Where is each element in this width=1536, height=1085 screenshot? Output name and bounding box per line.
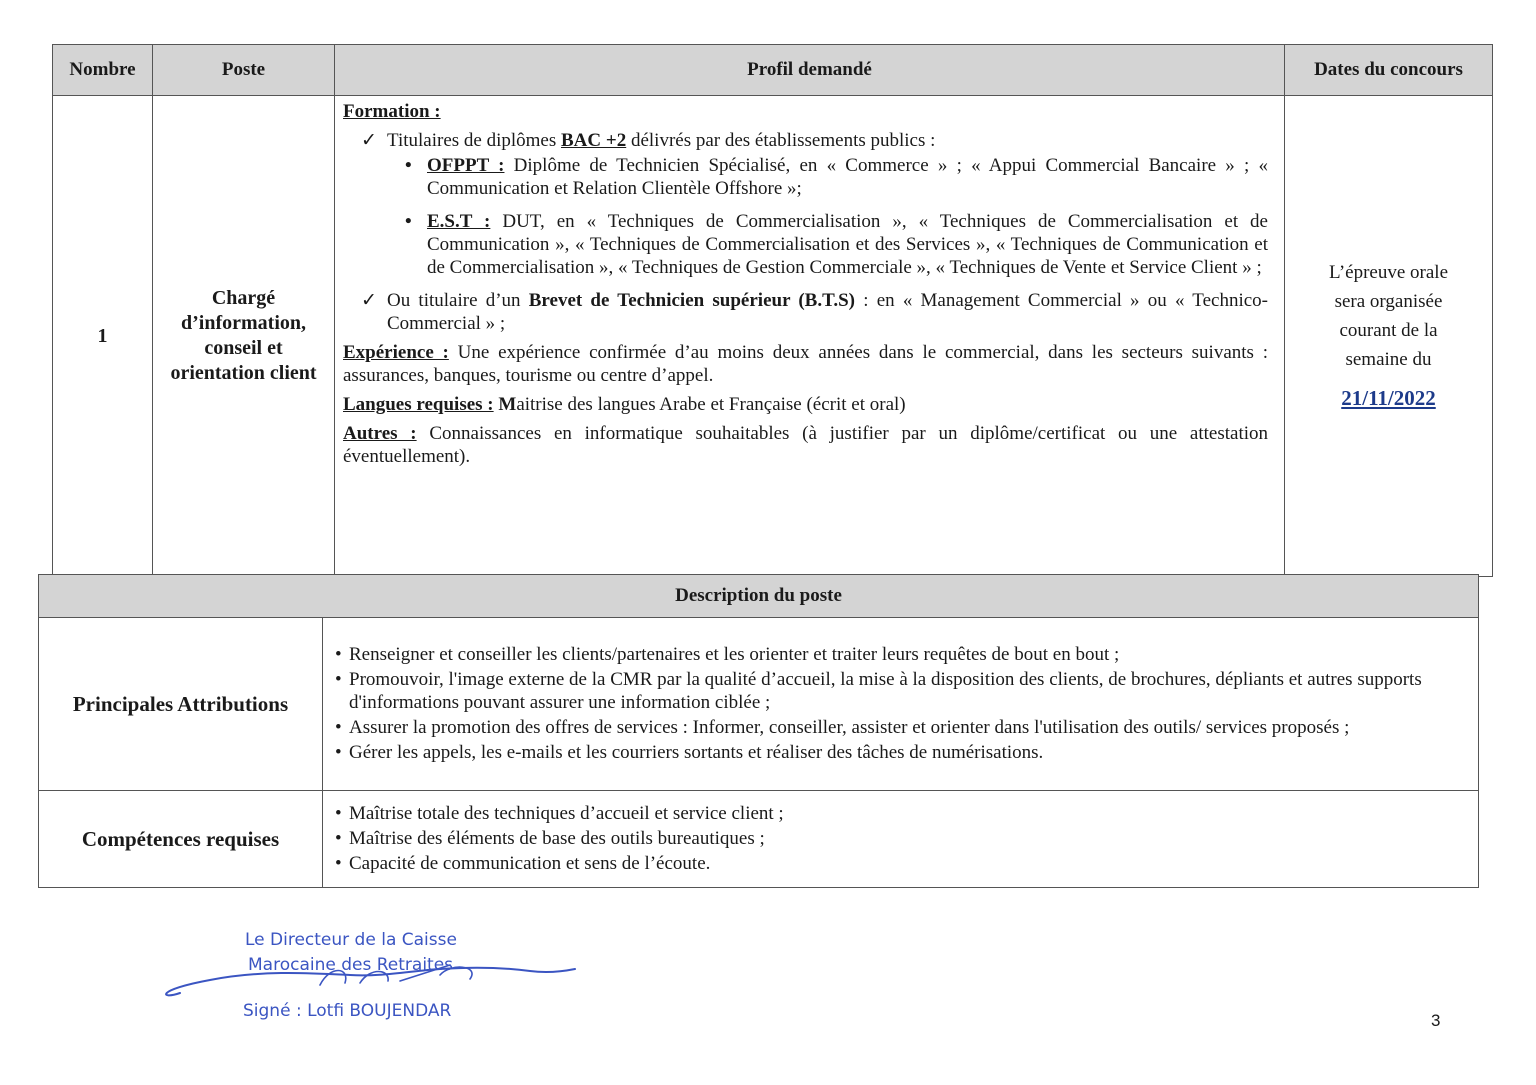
dates-line: courant de la <box>1339 320 1438 341</box>
competences-row <box>39 791 1479 888</box>
signature-name: Signé : Lotfi BOUJENDAR <box>243 1001 452 1021</box>
list-item-text: Renseigner et conseiller les clients/partenaires et les orienter et traiter leurs requêtes de bout en bout ; <box>349 643 1120 665</box>
list-item <box>335 802 1466 825</box>
bullet-icon: • <box>335 643 342 665</box>
signature-title-line2: Marocaine des Retraites <box>248 955 454 975</box>
handwritten-signature <box>150 945 590 1005</box>
list-item <box>335 827 1466 850</box>
profile-table <box>52 44 1493 577</box>
list-item-text: Gérer les appels, les e-mails et les courriers sortants et réaliser des tâches de numérisations. <box>349 741 1044 763</box>
check-text-after: : en « Management Commercial » ou « Technico-Commercial » ; <box>387 290 1268 334</box>
list-item-text: Promouvoir, l'image externe de la CMR par la qualité d’accueil, la mise à la disposition des clients, de brochures, dépliants et autres supports d'informations pouvant assurer une information ciblée ; <box>349 668 1422 713</box>
autres-paragraph <box>343 422 1268 468</box>
formation-check-bts <box>343 289 1268 335</box>
list-item-text: Maîtrise totale des techniques d’accueil et service client ; <box>349 802 784 824</box>
profile-table-header-row <box>53 45 1493 96</box>
poste-line: d’information, <box>181 312 306 334</box>
check-text-before: Ou titulaire d’un <box>387 290 529 311</box>
list-item <box>335 668 1466 714</box>
list-item <box>335 852 1466 875</box>
attributions-content <box>323 618 1479 791</box>
bullet-icon: • <box>335 668 342 690</box>
autres-text: Connaissances en informatique souhaitables (à justifier par un diplôme/certificat ou une attestation éventuellement). <box>343 423 1269 467</box>
dates-cell <box>1285 96 1493 577</box>
experience-paragraph <box>343 341 1268 387</box>
list-item <box>335 741 1466 764</box>
langues-text: aitrise des langues Arabe et Française (écrit et oral) <box>516 394 906 415</box>
langues-label: Langues requises : <box>343 394 494 415</box>
checkmark-icon: ✓ <box>361 290 377 311</box>
attributions-row <box>39 618 1479 791</box>
bullet-icon: • <box>405 155 412 176</box>
bullet-icon: • <box>405 211 412 232</box>
description-header: Description du poste <box>39 575 1479 618</box>
poste-line: conseil et <box>204 337 283 359</box>
list-item <box>335 716 1466 739</box>
signature-title-line1: Le Directeur de la Caisse <box>245 930 457 950</box>
autres-label: Autres : <box>343 423 417 444</box>
poste-line: orientation client <box>170 362 317 384</box>
profil-cell <box>335 96 1285 577</box>
langues-paragraph <box>343 393 1268 416</box>
competences-label: Compétences requises <box>39 791 323 888</box>
dates-line: sera organisée <box>1334 291 1443 312</box>
checkmark-icon: ✓ <box>361 130 377 151</box>
nombre-cell: 1 <box>53 96 153 577</box>
competences-content <box>323 791 1479 888</box>
check-text-bold: Brevet de Technicien supérieur (B.T.S) <box>528 290 856 311</box>
bullet-icon: • <box>335 716 342 738</box>
description-header-row <box>39 575 1479 618</box>
dates-line: L’épreuve orale <box>1328 262 1449 283</box>
profile-table-row <box>53 96 1493 577</box>
list-item <box>335 643 1466 666</box>
langues-bold-letter: M <box>493 394 517 415</box>
poste-cell <box>153 96 335 577</box>
bullet-est <box>343 210 1268 279</box>
dates-line: semaine du <box>1345 349 1432 370</box>
header-profil: Profil demandé <box>335 45 1285 96</box>
bullet-ofppt <box>343 154 1268 200</box>
check-text-bold: BAC +2 <box>561 130 627 151</box>
bullet-icon: • <box>335 802 342 824</box>
list-item-text: Maîtrise des éléments de base des outils bureautiques ; <box>349 827 765 849</box>
bullet-est-text: DUT, en « Techniques de Commercialisation », « Techniques de Commercialisation et de Communication », « Techniques de Commercialisation et des Services », « Techniques de Communication et de Commercialisation », « Techniques de Gestion Commerciale », « Techniques de Vente et Service Client » ; <box>427 211 1268 278</box>
page-number: 3 <box>1431 1011 1441 1030</box>
attributions-label: Principales Attributions <box>39 618 323 791</box>
bullet-icon: • <box>335 741 342 763</box>
list-item-text: Capacité de communication et sens de l’écoute. <box>349 852 711 874</box>
bullet-ofppt-text: Diplôme de Technicien Spécialisé, en « Commerce » ; « Appui Commercial Bancaire » ; « Communication et Relation Clientèle Offshore »; <box>427 155 1268 199</box>
concours-date: 21/11/2022 <box>1341 386 1436 410</box>
bullet-ofppt-label: OFPPT : <box>427 155 505 176</box>
header-dates: Dates du concours <box>1285 45 1493 96</box>
experience-text: Une expérience confirmée d’au moins deux années dans le commercial, dans les secteurs suivants : assurances, banques, tourisme ou centre d’appel. <box>343 342 1268 386</box>
list-item-text: Assurer la promotion des offres de services : Informer, conseiller, assister et orienter dans l'utilisation des outils/ services proposés ; <box>349 716 1350 738</box>
description-table <box>38 574 1479 888</box>
header-poste: Poste <box>153 45 335 96</box>
check-text-after: délivrés par des établissements publics : <box>626 130 936 151</box>
header-nombre: Nombre <box>53 45 153 96</box>
check-text-before: Titulaires de diplômes <box>387 130 561 151</box>
formation-check-bac2 <box>343 129 1268 152</box>
poste-line: Chargé <box>211 287 276 309</box>
bullet-icon: • <box>335 852 342 874</box>
experience-label: Expérience : <box>343 342 449 363</box>
bullet-est-label: E.S.T : <box>427 211 491 232</box>
bullet-icon: • <box>335 827 342 849</box>
formation-title: Formation : <box>343 101 441 122</box>
